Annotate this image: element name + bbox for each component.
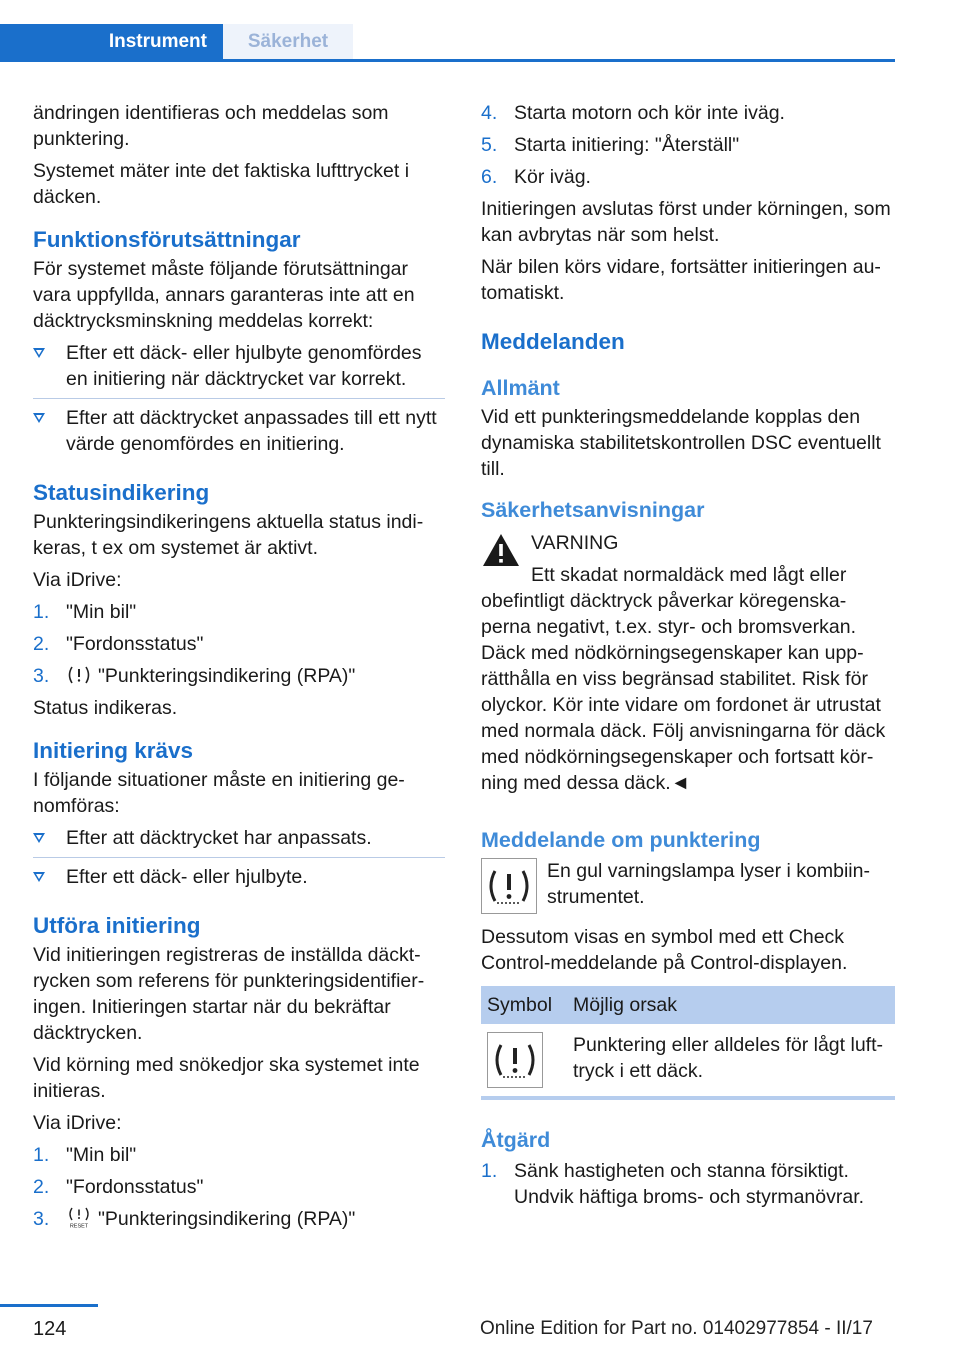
step-list (481, 1158, 896, 1210)
page-number: 124 (33, 1318, 67, 1340)
paragraph: Vid körning med snökedjor ska systemet inte initieras. (33, 1054, 420, 1102)
paragraph: Via iDrive: (33, 1112, 122, 1134)
list-item: 3. RESET "Punkteringsindikering (RPA)" (33, 1208, 356, 1230)
warning-title: VARNING (531, 532, 619, 554)
reset-label: RESET (69, 1223, 89, 1229)
heading-sakerhetsanvisningar: Säkerhetsanvisningar (481, 498, 705, 522)
header-tabs (0, 24, 895, 62)
heading-atgard: Åtgärd (481, 1128, 551, 1152)
warning-lamp-row (481, 858, 896, 914)
heading-initiering-kravs: Initiering krävs (33, 738, 194, 763)
bullet-list (33, 340, 445, 463)
right-column (481, 100, 896, 1216)
paragraph: Vid initieringen registreras de inställda däckt-rycken som referens för punkteringsidentifier-ingen. Initieringen startar när du bekräftar däcktrycken. (33, 944, 425, 1044)
paragraph: Dessutom visas en symbol med ett Check Control-meddelande på Control-displayen. (481, 926, 848, 974)
paragraph: För systemet måste följande förutsättningar vara uppfyllda, annars garanteras inte att en däcktrycksminskning meddelas korrekt: (33, 258, 415, 332)
list-item: Efter att däcktrycket anpassades till ett nytt värde genomfördes en initiering. (33, 405, 445, 463)
list-item: 6. Kör iväg. (481, 166, 591, 188)
triangle-bullet-icon (33, 348, 45, 358)
list-item: 1. Sänk hastigheten och stanna försiktigt. Undvik häftiga broms- och styrmanövrar. (481, 1160, 865, 1208)
list-item: Efter ett däck- eller hjulbyte. (33, 864, 445, 896)
paragraph: Vid ett punkteringsmeddelande kopplas den dynamiska stabilitetskontrollen DSC eventuellt till. (481, 406, 881, 480)
edition-text: Online Edition for Part no. 01402977854 - II/17 (480, 1318, 873, 1339)
tab-instrument[interactable]: Instrument (0, 24, 223, 59)
warning-text: Ett skadat normaldäck med lågt eller obefintligt däcktryck påverkar köregenska-perna negativt, t.ex. styr- och bromsverkan. Däck med nödkörningsegenskaper kan upp-rätthålla en viss begränsad stabilitet. Risk för olyckor. Kör inte vidare om fordonet är utrustat med normala däck. Följ anvisningarna för däck med nödkörningsegenskaper och fortsatt kör-ning med dessa däck.◄ (481, 564, 886, 794)
paragraph: När bilen körs vidare, fortsätter initieringen au-tomatiskt. (481, 256, 881, 304)
list-item: Efter att däcktrycket har anpassats. (33, 825, 445, 858)
paragraph: Systemet mäter inte det faktiska lufttrycket i däcken. (33, 160, 410, 208)
footer-rule (0, 1304, 98, 1307)
table-header-symbol: Symbol (481, 986, 567, 1024)
tire-pressure-warning-icon (481, 858, 537, 914)
triangle-bullet-icon (33, 413, 45, 423)
list-item: Efter ett däck- eller hjulbyte genomfördes en initiering när däcktrycket var korrekt. (33, 340, 445, 399)
left-column (33, 100, 445, 1238)
table-cell: Punktering eller alldeles för lågt luft-tryck i ett däck. (567, 1024, 895, 1098)
list-item: 3. "Punkteringsindikering (RPA)" (33, 665, 356, 687)
symbol-table (481, 986, 895, 1100)
paragraph: Via iDrive: (33, 569, 122, 591)
warning-triangle-icon (481, 532, 521, 568)
paragraph: Punkteringsindikeringens aktuella status indi-keras, t ex om systemet är aktivt. (33, 511, 424, 559)
triangle-bullet-icon (33, 833, 45, 843)
table-row (481, 1024, 895, 1098)
heading-funktionsforutsattningar: Funktionsförutsättningar (33, 227, 301, 252)
list-item: 1. "Min bil" (33, 601, 137, 623)
tire-pressure-reset-icon (66, 1207, 92, 1229)
tab-sakerhet[interactable]: Säkerhet (223, 24, 353, 59)
step-list (481, 100, 896, 190)
lamp-text: En gul varningslampa lyser i kombiin-strumentet. (547, 860, 870, 908)
table-header-cause: Möjlig orsak (567, 986, 895, 1024)
list-item: 2. "Fordonsstatus" (33, 1176, 204, 1198)
warning-box (481, 530, 896, 796)
list-item: 1. "Min bil" (33, 1144, 137, 1166)
paragraph: Status indikeras. (33, 697, 178, 719)
tire-pressure-icon (66, 664, 92, 686)
heading-statusindikering: Statusindikering (33, 480, 210, 505)
heading-meddelande-om-punktering: Meddelande om punktering (481, 828, 761, 852)
list-item: 2. "Fordonsstatus" (33, 633, 204, 655)
step-list (33, 599, 445, 689)
step-list (33, 1142, 445, 1232)
triangle-bullet-icon (33, 872, 45, 882)
heading-meddelanden: Meddelanden (481, 329, 625, 354)
list-item: 4. Starta motorn och kör inte iväg. (481, 102, 785, 124)
list-item: 5. Starta initiering: "Återställ" (481, 134, 740, 156)
paragraph: ändringen identifieras och meddelas som punktering. (33, 102, 389, 150)
bullet-list (33, 825, 445, 896)
paragraph: Initieringen avslutas först under körningen, som kan avbrytas när som helst. (481, 198, 891, 246)
heading-utfora-initiering: Utföra initiering (33, 913, 201, 938)
paragraph: I följande situationer måste en initiering ge-nomföras: (33, 769, 405, 817)
tire-pressure-warning-icon (487, 1032, 543, 1088)
heading-allmant: Allmänt (481, 376, 560, 400)
